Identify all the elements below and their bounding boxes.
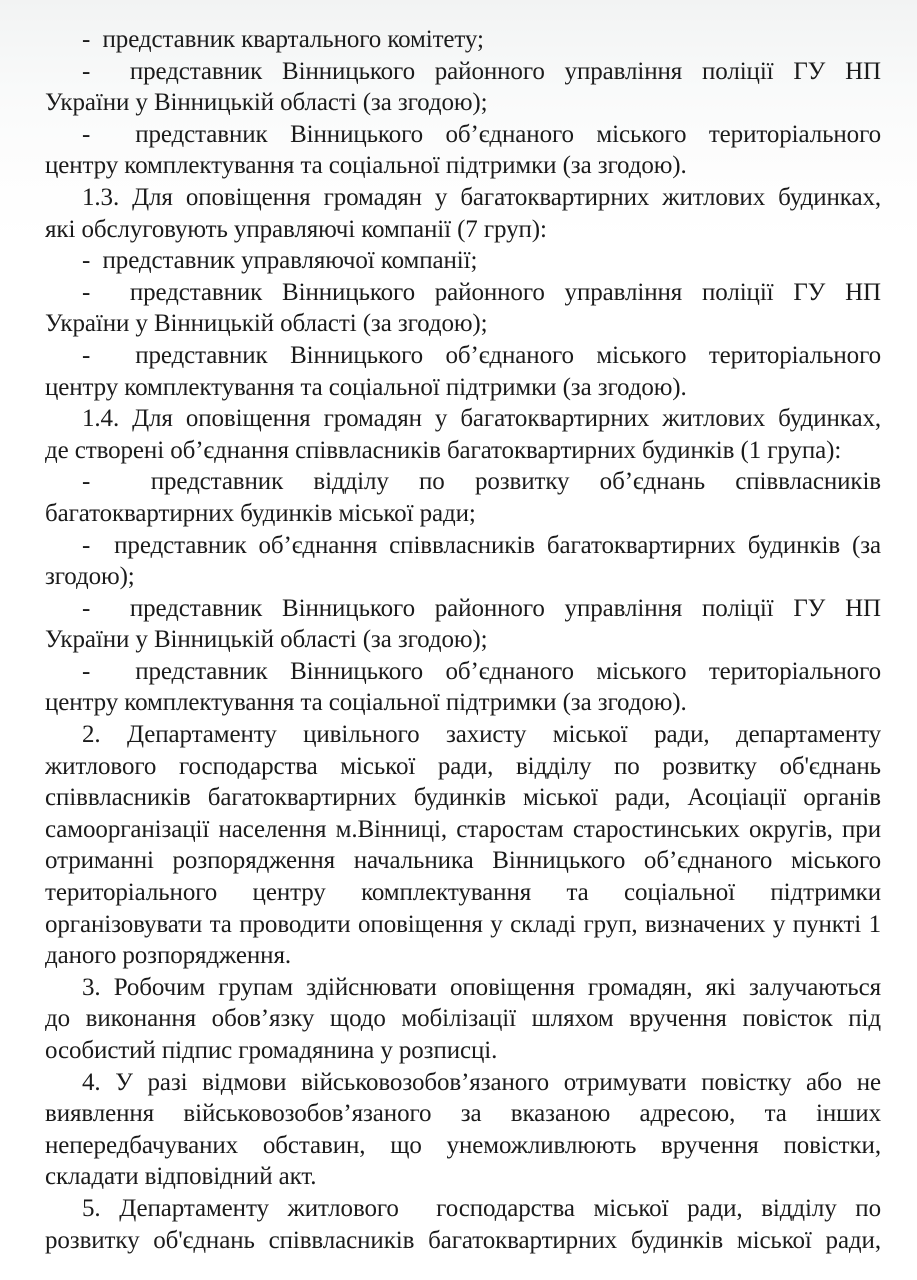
text-line: - представник Вінницького районного управління поліції ГУ НП bbox=[82, 594, 881, 622]
text-line: - представник Вінницького районного управління поліції ГУ НП bbox=[82, 278, 881, 306]
text-line: складати відповідний акт. bbox=[45, 1163, 317, 1191]
text-line: отриманні розпорядження начальника Вінницького об’єднаного міського bbox=[45, 847, 881, 875]
text-line: багатоквартирних будинків міської ради; bbox=[45, 499, 476, 527]
text-line: - представник управляючої компанії; bbox=[82, 247, 478, 275]
text-line: організовувати та проводити оповіщення у складі груп, визначених у пункті 1 bbox=[45, 910, 881, 938]
text-line: територіального центру комплектування та соціальної підтримки bbox=[45, 879, 881, 907]
text-line: де створені об’єднання співвласників багатоквартирних будинків (1 група): bbox=[45, 436, 842, 464]
text-line: непередбачуваних обставин, що унеможливлюють вручення повістки, bbox=[45, 1131, 881, 1159]
text-line: центру комплектування та соціальної підтримки (за згодою). bbox=[45, 152, 687, 180]
text-line: - представник об’єднання співвласників багатоквартирних будинків (за bbox=[82, 531, 881, 559]
text-line: особистий підпис громадянина у розписці. bbox=[45, 1037, 498, 1064]
text-line: житлового господарства міської ради, відділу по розвитку об'єднань bbox=[45, 752, 881, 780]
text-line: розвитку об'єднань співвласників багатоквартирних будинків міської ради, bbox=[45, 1226, 881, 1254]
text-line: центру комплектування та соціальної підтримки (за згодою). bbox=[45, 689, 687, 717]
text-line: 4. У разі відмови військовозобов’язаного отримувати повістку або не bbox=[82, 1068, 881, 1096]
text-line: згодою); bbox=[45, 563, 135, 591]
text-line: - представник Вінницького районного управління поліції ГУ НП bbox=[82, 57, 881, 85]
text-line: виявлення військовозобов’язаного за вказаною адресою, та інших bbox=[45, 1100, 881, 1128]
text-line: України у Вінницькій області (за згодою); bbox=[45, 89, 488, 117]
document-text bbox=[45, 24, 881, 1256]
text-line: центру комплектування та соціальної підтримки (за згодою). bbox=[45, 373, 687, 401]
text-line: самоорганізації населення м.Вінниці, старостам старостинських округів, при bbox=[45, 815, 881, 843]
text-line: 5. Департаменту житлового господарства міської ради, відділу по bbox=[82, 1194, 881, 1222]
text-line: співвласників багатоквартирних будинків міської ради, Асоціації органів bbox=[45, 784, 881, 812]
text-line: України у Вінницькій області (за згодою); bbox=[45, 626, 488, 654]
text-line: - представник відділу по розвитку об’єднань співвласників bbox=[82, 468, 881, 496]
text-line: 3. Робочим групам здійснювати оповіщення громадян, які залучаються bbox=[82, 973, 881, 1001]
text-line: 1.3. Для оповіщення громадян у багатоквартирних житлових будинках, bbox=[82, 183, 881, 211]
text-line: - представник Вінницького об’єднаного міського територіального bbox=[82, 120, 881, 148]
text-line: 2. Департаменту цивільного захисту міської ради, департаменту bbox=[82, 721, 881, 749]
text-line: - представник Вінницького об’єднаного міського територіального bbox=[82, 657, 881, 685]
text-line: які обслуговують управляючі компанії (7 груп): bbox=[45, 215, 547, 243]
text-line: - представник Вінницького об’єднаного міського територіального bbox=[82, 341, 881, 369]
text-line: 1.4. Для оповіщення громадян у багатоквартирних житлових будинках, bbox=[82, 405, 881, 433]
text-line: України у Вінницькій області (за згодою); bbox=[45, 310, 488, 338]
text-line: - представник квартального комітету; bbox=[82, 26, 484, 53]
text-line: до виконання обов’язку щодо мобілізації шляхом вручення повісток під bbox=[45, 1005, 881, 1033]
text-line: даного розпорядження. bbox=[45, 942, 291, 970]
